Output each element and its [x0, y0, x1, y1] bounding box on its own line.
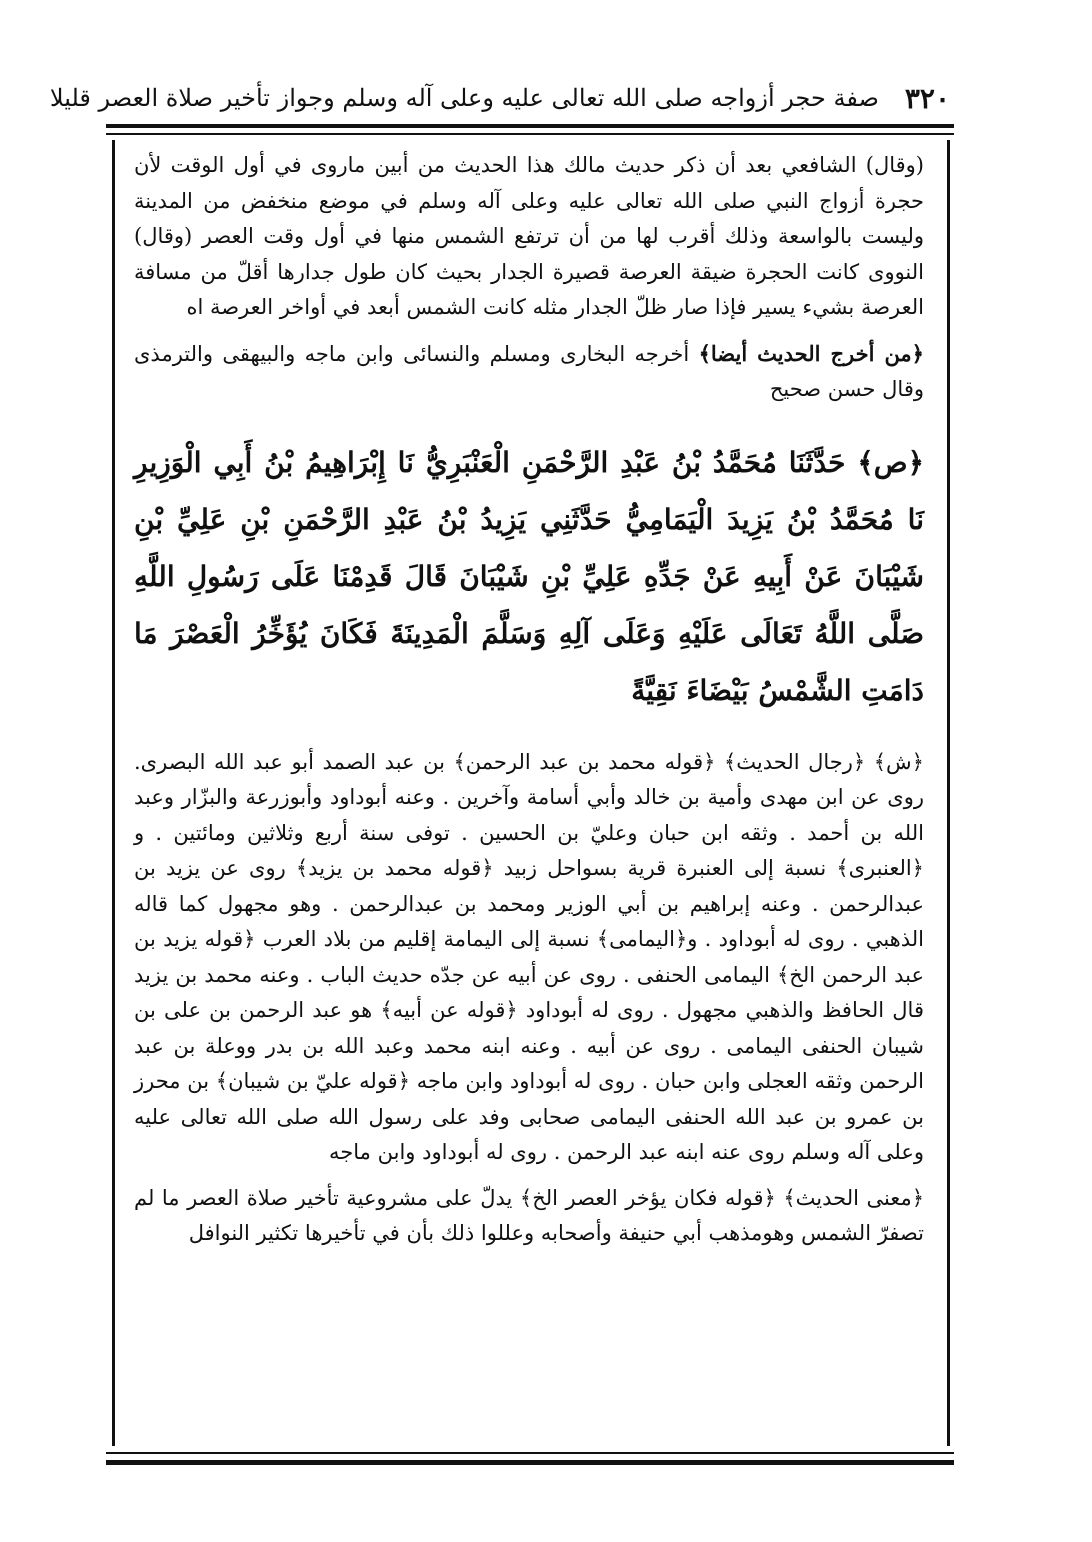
meaning-commentary: ﴿معنى الحديث﴾ ﴿قوله فكان يؤخر العصر الخ﴾ يدلّ على مشروعية تأخير صلاة العصر ما لم تصفرّ الشمس وهومذهب أبي حنيفة وأصحابه وعللوا ذلك بأن في تأخيرها تكثير النوافل: [134, 1185, 924, 1245]
takhrij-text: أخرجه البخارى ومسلم والنسائى وابن ماجه والبيهقى والترمذى وقال حسن صحيح: [134, 341, 924, 401]
page-body: [134, 148, 924, 1252]
footer-rule-thick: [106, 1460, 954, 1465]
page-number: ٣٢٠: [904, 81, 950, 115]
header-rule-thick: [106, 124, 954, 128]
page-header: [49, 68, 950, 128]
header-rule-thin: [106, 133, 954, 135]
footer-rule-thin: [106, 1452, 954, 1454]
running-title: صفة حجر أزواجه صلى الله تعالى عليه وعلى آله وسلم وجواز تأخير صلاة العصر قليلا: [49, 84, 879, 112]
hadith-text-block: [134, 434, 924, 719]
hadith-text: حَدَّثَنَا مُحَمَّدُ بْنُ عَبْدِ الرَّحْمَنِ الْعَنْبَرِيُّ نَا إِبْرَاهِيمُ بْنُ أَبِي الْوَزِيرِ نَا مُحَمَّدُ بْنُ يَزِيدَ الْيَمَامِيُّ حَدَّثَنِي يَزِيدُ بْنُ عَبْدِ الرَّحْمَنِ بْنِ عَلِيِّ بْنِ شَيْبَانَ عَنْ أَبِيهِ عَنْ جَدِّهِ عَلِيِّ بْنِ شَيْبَانَ قَالَ قَدِمْنَا عَلَى رَسُولِ اللَّهِ صَلَّى اللَّهُ تَعَالَى عَلَيْهِ وَعَلَى آلِهِ وَسَلَّمَ الْمَدِينَةَ فَكَانَ يُؤَخِّرُ الْعَصْرَ مَا دَامَتِ الشَّمْسُ بَيْضَاءَ نَقِيَّةً: [134, 445, 924, 707]
hadith-marker: ﴿ص﴾: [857, 445, 924, 479]
takhrij-paragraph: [134, 336, 924, 408]
narrators-commentary: ﴿ش﴾ ﴿رجال الحديث﴾ ﴿قوله محمد بن عبد الرحمن﴾ بن عبد الصمد أبو عبد الله البصرى. روى عن ابن مهدى وأمية بن خالد وأبي أسامة وآخرين . وعنه أبوداود وأبوزرعة والبزّار وعبد الله بن أحمد . وثقه ابن حبان وعليّ بن الحسين . توفى سنة أربع وثلاثين ومائتين . و ﴿العنبرى﴾ نسبة إلى العنبرة قرية بسواحل زبيد ﴿قوله محمد بن يزيد﴾ روى عن يزيد بن عبدالرحمن . وعنه إبراهيم بن أبي الوزير ومحمد بن عبدالرحمن . وهو مجهول كما قاله الذهبي . روى له أبوداود . و﴿اليمامى﴾ نسبة إلى اليمامة إقليم من بلاد العرب ﴿قوله يزيد بن عبد الرحمن الخ﴾ اليمامى الحنفى . روى عن أبيه عن جدّه حديث الباب . وعنه محمد بن يزيد قال الحافظ والذهبي مجهول . روى له أبوداود ﴿قوله عن أبيه﴾ هو عبد الرحمن بن على بن شيبان الحنفى اليمامى . روى عن أبيه . وعنه ابنه محمد وعبد الله بن بدر ووعلة بن عبد الرحمن وثقه العجلى وابن حبان . روى له أبوداود وابن ماجه ﴿قوله عليّ بن شيبان﴾ بن محرز بن عمرو بن عبد الله الحنفى اليمامى صحابى وفد على رسول الله صلى الله تعالى عليه وعلى آله وسلم روى عنه ابنه عبد الرحمن . روى له أبوداود وابن ماجه: [134, 749, 924, 1164]
shafii-nawawi-commentary: (وقال) الشافعي بعد أن ذكر حديث مالك هذا الحديث من أبين ماروى في أول الوقت لأن حجرة أزواج النبي صلى الله تعالى عليه وعلى آله وسلم في موضع منخفض من المدينة وليست بالواسعة وذلك أقرب لها من أن ترتفع الشمس منها في أول وقت العصر (وقال) النووى كانت الحجرة ضيقة العرصة قصيرة الجدار بحيث كان طول جدارها أقلّ من مسافة العرصة بشيء يسير فإذا صار ظلّ الجدار مثله كانت الشمس أبعد في أواخر العرصة اه: [134, 153, 924, 319]
takhrij-heading: ﴿من أخرج الحديث أيضا﴾: [698, 340, 924, 366]
